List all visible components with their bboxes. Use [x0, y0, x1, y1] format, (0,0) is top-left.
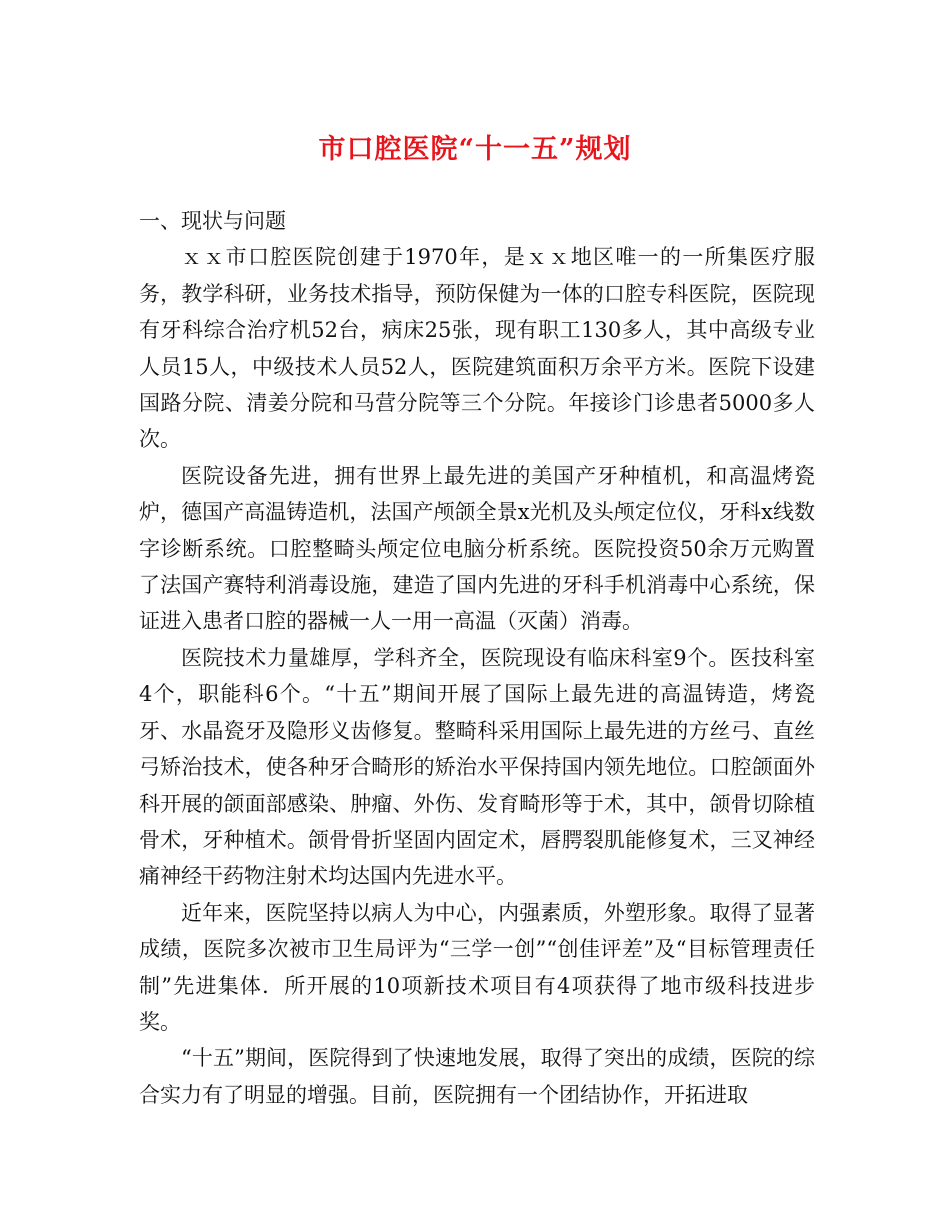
- paragraph: 医院技术力量雄厚，学科齐全，医院现设有临床科室9个。医技科室4个，职能科6个。“十五”期间开展了国际上最先进的高温铸造，烤瓷牙、水晶瓷牙及隐形义齿修复。整畸科采用国际上最先进的方丝弓、直丝弓矫治技术，使各种牙合畸形的矫治水平保持国内领先地位。口腔颌面外科开展的颌面部感染、肿瘤、外伤、发育畸形等于术，其中，颌骨切除植骨术，牙种植术。颌骨骨折坚固内固定术，唇腭裂肌能修复术，三叉神经痛神经干药物注射术均达国内先进水平。: [139, 645, 815, 889]
- paragraph: ｘｘ市口腔医院创建于1970年，是ｘｘ地区唯一的一所集医疗服务，教学科研，业务技术指导，预防保健为一体的口腔专科医院，医院现有牙科综合治疗机52台，病床25张，现有职工130多人，其中高级专业人员15人，中级技术人员52人，医院建筑面积万余平方米。医院下设建国路分院、清姜分院和马营分院等三个分院。年接诊门诊患者5000多人次。: [139, 245, 815, 452]
- paragraph: 医院设备先进，拥有世界上最先进的美国产牙种植机，和高温烤瓷炉，德国产高温铸造机，法国产颅颌全景x光机及头颅定位仪，牙科x线数字诊断系统。口腔整畸头颅定位电脑分析系统。医院投资50余万元购置了法国产赛特利消毒设施，建造了国内先进的牙科手机消毒中心系统，保证进入患者口腔的器械一人一用一高温（灭菌）消毒。: [139, 463, 815, 634]
- paragraph: “十五”期间，医院得到了快速地发展，取得了突出的成绩，医院的综合实力有了明显的增强。目前，医院拥有一个团结协作，开拓进取: [139, 1046, 815, 1107]
- paragraph: 近年来，医院坚持以病人为中心，内强素质，外塑形象。取得了显著成绩，医院多次被市卫生局评为“三学一创”“创佳评差”及“目标管理责任制”先进集体．所开展的10项新技术项目有4项获得了地市级科技进步奖。: [139, 900, 815, 1034]
- document-title: 市口腔医院“十一五”规划: [318, 134, 632, 165]
- section-heading: 一、现状与问题: [139, 209, 286, 233]
- document-body: [139, 203, 815, 1113]
